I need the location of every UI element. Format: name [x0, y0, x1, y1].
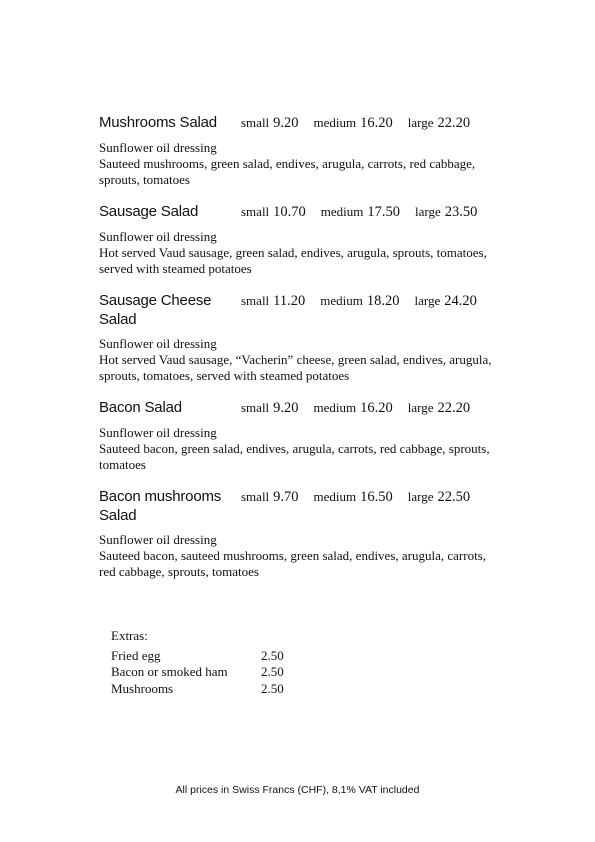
price-medium: 16.50: [360, 489, 393, 505]
price-large: 22.20: [437, 115, 471, 131]
size-label-small: small: [241, 400, 270, 415]
size-label-medium: medium: [313, 489, 357, 504]
price-small: 10.70: [273, 204, 306, 220]
price-small: 11.20: [273, 293, 306, 309]
salad-menu: [99, 113, 499, 594]
item-name: Mushrooms Salad: [99, 114, 217, 131]
item-ingredients: Sauteed bacon, green salad, endives, arugula, carrots, red cabbage, sprouts, tomatoes: [99, 441, 490, 472]
size-label-small: small: [241, 204, 270, 219]
item-name: Sausage Salad: [99, 203, 199, 220]
price-list: [241, 113, 470, 133]
extra-name: Bacon or smoked ham: [111, 664, 228, 679]
item-description: [99, 425, 499, 473]
menu-item: [99, 291, 499, 384]
price-medium: 18.20: [366, 293, 400, 309]
price-list: [241, 398, 470, 418]
item-name: Sausage Cheese Salad: [99, 292, 212, 328]
size-label-medium: medium: [313, 400, 357, 415]
size-label-large: large: [407, 489, 434, 504]
extra-price: 2.50: [261, 664, 284, 679]
price-medium: 17.50: [367, 204, 401, 220]
menu-item-header: [99, 487, 499, 525]
price-large: 22.50: [437, 489, 471, 505]
item-description: [99, 140, 499, 188]
item-dressing: Sunflower oil dressing: [99, 425, 217, 440]
item-dressing: Sunflower oil dressing: [99, 532, 217, 547]
size-label-large: large: [414, 293, 441, 308]
price-small: 9.70: [273, 489, 299, 505]
extras-section: [111, 628, 301, 697]
item-name: Bacon Salad: [99, 399, 182, 416]
item-ingredients: Hot served Vaud sausage, “Vacherin” cheese, green salad, endives, arugula, sprouts, tomatoes, served with steamed potatoes: [99, 352, 492, 383]
price-medium: 16.20: [360, 400, 393, 416]
extra-name: Mushrooms: [111, 680, 174, 696]
price-large: 22.20: [437, 400, 471, 416]
menu-item: [99, 113, 499, 188]
item-dressing: Sunflower oil dressing: [99, 336, 217, 351]
item-description: [99, 229, 499, 277]
size-label-small: small: [241, 115, 270, 130]
menu-item: [99, 487, 499, 580]
size-label-large: large: [407, 115, 434, 130]
size-label-large: large: [407, 400, 434, 415]
size-label-medium: medium: [320, 204, 364, 219]
size-label-large: large: [415, 204, 441, 219]
menu-item: [99, 202, 499, 277]
price-medium: 16.20: [360, 115, 393, 131]
extras-title: Extras:: [111, 628, 148, 643]
extra-name: Fried egg: [111, 647, 161, 663]
size-label-medium: medium: [320, 293, 363, 308]
menu-item-header: [99, 113, 499, 133]
price-note: All prices in Swiss Francs (CHF), 8,1% VAT included: [175, 784, 420, 796]
extra-price: 2.50: [261, 680, 284, 696]
price-list: [241, 202, 477, 222]
size-label-small: small: [241, 489, 270, 504]
menu-item: [99, 398, 499, 473]
menu-item-header: [99, 202, 499, 222]
extra-item: [111, 648, 301, 665]
item-ingredients: Sauteed mushrooms, green salad, endives, arugula, carrots, red cabbage, sprouts, tomatoes: [99, 156, 476, 187]
size-label-medium: medium: [313, 115, 357, 130]
item-description: [99, 532, 499, 580]
item-dressing: Sunflower oil dressing: [99, 229, 217, 244]
size-label-small: small: [241, 293, 270, 308]
price-small: 9.20: [273, 115, 299, 131]
extra-price: 2.50: [261, 647, 284, 663]
price-small: 9.20: [273, 400, 299, 416]
item-name: Bacon mushrooms Salad: [99, 488, 222, 524]
price-list: [241, 291, 477, 311]
extra-item: [111, 681, 301, 698]
price-list: [241, 487, 470, 507]
extra-item: [111, 664, 301, 681]
menu-item-header: [99, 398, 499, 418]
price-large: 24.20: [444, 293, 477, 309]
price-large: 23.50: [444, 204, 478, 220]
item-description: [99, 336, 499, 384]
item-ingredients: Hot served Vaud sausage, green salad, endives, arugula, sprouts, tomatoes, served with steamed potatoes: [99, 245, 487, 276]
menu-item-header: [99, 291, 499, 329]
item-dressing: Sunflower oil dressing: [99, 140, 217, 155]
item-ingredients: Sauteed bacon, sauteed mushrooms, green salad, endives, arugula, carrots, red cabbage, sprouts, tomatoes: [99, 548, 486, 579]
